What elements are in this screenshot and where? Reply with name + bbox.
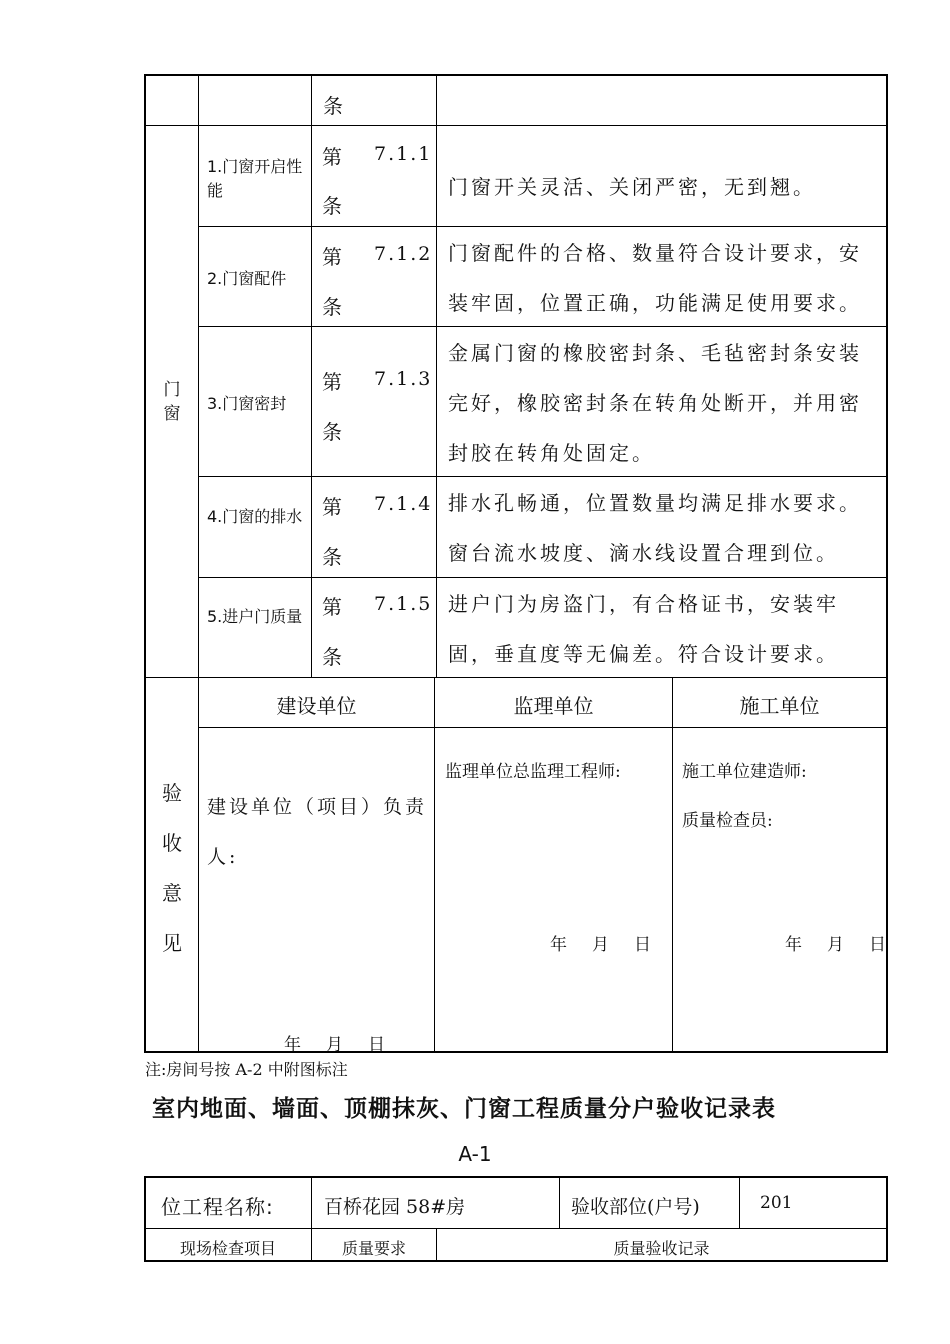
item-label: 3.门窗密封: [207, 394, 287, 413]
clause-number: 7.1.4: [374, 493, 433, 515]
column-header-item: 现场检查项目: [179, 1239, 276, 1258]
clause-prefix: 第: [322, 495, 342, 519]
quality-record: 门窗配件的合格、数量符合设计要求，安装牢固，位置正确，功能满足使用要求。: [448, 241, 862, 315]
party-header-supervisor: 监理单位: [513, 694, 594, 718]
quality-record: 排水孔畅通，位置数量均满足排水要求。窗台流水坡度、滴水线设置合理到位。: [448, 491, 862, 565]
quality-inspector-label: 质量检查员:: [682, 811, 773, 831]
clause-prefix: 第: [322, 370, 342, 394]
clause-number: 7.1.1: [374, 143, 433, 165]
category-label: 门窗: [163, 380, 181, 424]
clause-suffix: 条: [322, 545, 342, 569]
form-code: A-1: [458, 1142, 492, 1166]
column-header-record: 质量验收记录: [613, 1239, 710, 1258]
clause-suffix: 条: [322, 295, 342, 319]
form-title: 室内地面、墙面、顶棚抹灰、门窗工程质量分户验收记录表: [152, 1096, 776, 1122]
item-label: 1.门窗开启性能: [207, 157, 303, 200]
acceptance-label: 验收意见: [162, 781, 182, 955]
clause-suffix: 条: [322, 420, 342, 444]
clause-number: 7.1.5: [374, 593, 433, 615]
contractor-date: 年 月 日: [785, 935, 890, 955]
item-label: 2.门窗配件: [207, 269, 287, 288]
clause-suffix: 条: [322, 194, 342, 218]
project-value: 百桥花园 58#房: [324, 1196, 466, 1218]
item-label: 4.门窗的排水: [207, 507, 303, 526]
clause-prefix: 第: [322, 245, 342, 269]
party-header-owner: 建设单位: [276, 694, 357, 718]
owner-date: 年 月 日: [284, 1035, 389, 1055]
quality-record: 金属门窗的橡胶密封条、毛毡密封条安装完好，橡胶密封条在转角处断开，并用密封胶在转角处固定。: [448, 341, 862, 465]
footnote: 注:房间号按 A-2 中附图标注: [145, 1060, 348, 1079]
part-label: 验收部位(户号): [571, 1196, 700, 1218]
project-label: 位工程名称:: [161, 1195, 274, 1219]
clause-suffix-top: 条: [323, 94, 343, 118]
part-value: 201: [760, 1193, 793, 1213]
quality-record: 门窗开关灵活、关闭严密，无到翘。: [448, 175, 816, 199]
supervisor-date: 年 月 日: [550, 935, 655, 955]
supervisor-sign-label: 监理单位总监理工程师:: [445, 762, 621, 782]
clause-number: 7.1.2: [374, 243, 433, 265]
clause-prefix: 第: [322, 145, 342, 169]
clause-suffix: 条: [322, 645, 342, 669]
item-label: 5.进户门质量: [207, 607, 303, 626]
party-header-contractor: 施工单位: [739, 694, 820, 718]
column-header-requirement: 质量要求: [341, 1239, 406, 1258]
owner-sign-label: 建设单位（项目）负责人:: [207, 796, 428, 868]
contractor-sign-label: 施工单位建造师:: [682, 762, 807, 782]
quality-record: 进户门为房盗门，有合格证书，安装牢固，垂直度等无偏差。符合设计要求。: [448, 592, 839, 666]
clause-number: 7.1.3: [374, 368, 433, 390]
clause-prefix: 第: [322, 595, 342, 619]
